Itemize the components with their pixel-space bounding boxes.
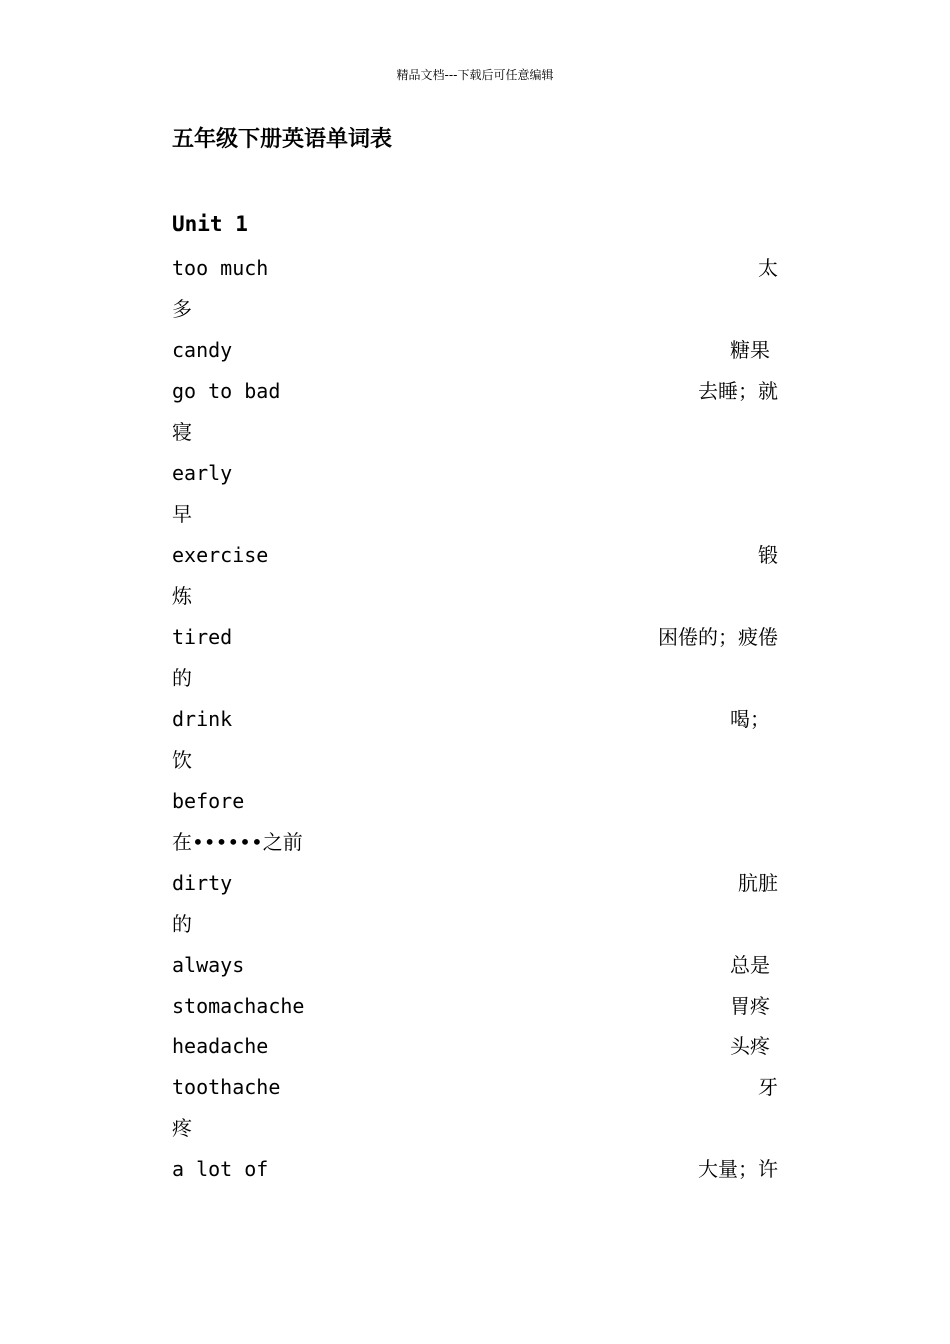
vocab-chinese-cont: 炼 (172, 584, 192, 608)
vocab-chinese: 牙 (758, 1075, 778, 1099)
vocab-chinese-cont: 的 (172, 666, 192, 690)
vocab-continuation (172, 412, 778, 453)
vocab-continuation (172, 289, 778, 330)
vocab-english: a lot of (172, 1157, 269, 1181)
vocab-english: exercise (172, 543, 269, 567)
vocab-chinese-cont: 多 (172, 297, 192, 321)
vocab-chinese: 锻 (758, 543, 778, 567)
vocab-row (172, 330, 778, 371)
vocab-row (172, 535, 778, 576)
vocab-chinese-cont: 在••••••之前 (172, 830, 303, 854)
vocab-row (172, 1149, 778, 1190)
vocab-english: toothache (172, 1075, 281, 1099)
vocab-continuation (172, 576, 778, 617)
vocab-english: headache (172, 1034, 269, 1058)
vocab-english: early (172, 461, 233, 485)
vocab-row (172, 781, 778, 822)
vocab-chinese: 去睡；就 (698, 379, 778, 403)
vocab-row (172, 371, 778, 412)
vocab-english: go to bad (172, 379, 281, 403)
vocab-row (172, 453, 778, 494)
vocab-english: tired (172, 625, 233, 649)
vocab-chinese: 太 (758, 256, 778, 280)
vocab-row (172, 617, 778, 658)
vocab-continuation (172, 822, 778, 863)
vocab-row (172, 1026, 778, 1067)
vocab-chinese: 喝； (730, 707, 770, 731)
vocab-continuation (172, 740, 778, 781)
vocab-continuation (172, 904, 778, 945)
vocab-english: always (172, 953, 245, 977)
unit-heading: Unit 1 (172, 212, 248, 236)
vocab-chinese: 困倦的；疲倦 (658, 625, 778, 649)
vocab-chinese-cont: 的 (172, 912, 192, 936)
vocab-chinese-cont: 早 (172, 502, 192, 526)
vocab-english: candy (172, 338, 233, 362)
vocab-row (172, 863, 778, 904)
vocab-chinese: 肮脏 (738, 871, 778, 895)
vocab-row (172, 1067, 778, 1108)
vocab-continuation (172, 494, 778, 535)
vocab-row (172, 986, 778, 1027)
vocab-chinese: 总是 (730, 953, 770, 977)
vocab-chinese: 大量；许 (698, 1157, 778, 1181)
vocab-english: before (172, 789, 245, 813)
vocab-chinese: 糖果 (730, 338, 770, 362)
vocab-english: stomachache (172, 994, 305, 1018)
vocab-chinese-cont: 饮 (172, 748, 192, 772)
vocab-row (172, 945, 778, 986)
vocab-english: drink (172, 707, 233, 731)
vocab-chinese-cont: 寝 (172, 420, 192, 444)
vocab-chinese: 胃疼 (730, 994, 770, 1018)
vocab-row (172, 699, 778, 740)
vocab-chinese-cont: 疼 (172, 1116, 192, 1140)
document-title: 五年级下册英语单词表 (172, 126, 393, 152)
vocab-chinese: 头疼 (730, 1034, 770, 1058)
vocab-row (172, 248, 778, 289)
page-header: 精品文档---下载后可任意编辑 (396, 68, 554, 82)
vocab-continuation (172, 658, 778, 699)
vocab-continuation (172, 1108, 778, 1149)
vocab-english: too much (172, 256, 269, 280)
vocab-english: dirty (172, 871, 233, 895)
